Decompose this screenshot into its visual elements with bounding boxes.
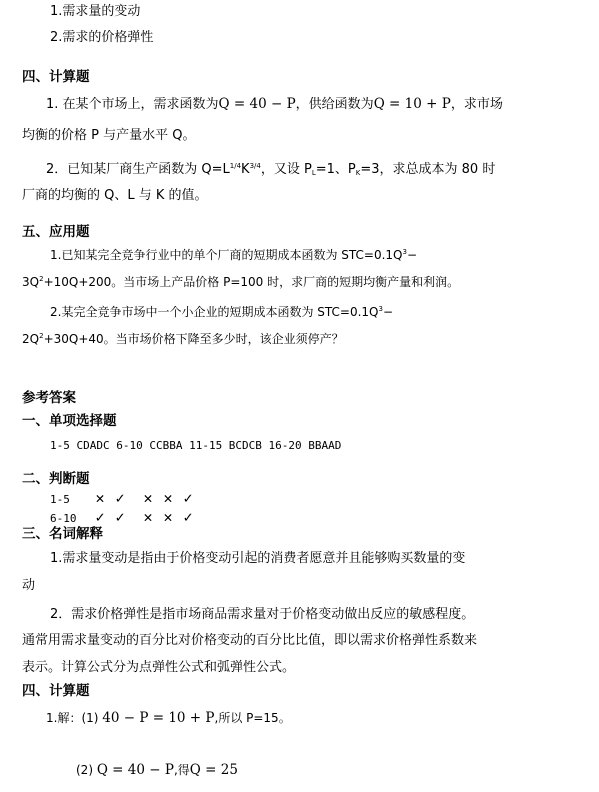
question-4-2-line-2: 厂商的均衡的 Q、L 与 K 的值。 [22, 188, 208, 203]
judge-row-2-marks [90, 508, 198, 526]
a1-suffix: ,所以 P=15。 [214, 711, 291, 725]
a1-prefix: 1.解：(1) [46, 711, 99, 725]
cross-icon: ✕ [143, 489, 153, 507]
q42-sub-l: L [311, 169, 316, 177]
q51-line2-a: 3Q [22, 275, 40, 289]
answers-heading-judge: 二、判断题 [22, 471, 90, 487]
q42-sub-k: K [355, 169, 361, 177]
q42-suffix: =3，求总成本为 80 时 [360, 162, 496, 177]
terms-p2-line-1: 2．需求价格弹性是指市场商品需求量对于价格变动做出反应的敏感程度。 [50, 607, 475, 622]
question-5-1-line-2 [22, 276, 459, 288]
cross-icon: ✕ [143, 508, 153, 526]
a2-mid: ,得 [173, 763, 190, 777]
list-item-2: 2.需求的价格弹性 [50, 30, 154, 45]
q52-exp: 3 [378, 305, 383, 313]
terms-p1-line-1: 1.需求量变动是指由于价格变动引起的消费者愿意并且能够购买数量的变 [50, 551, 466, 566]
check-icon: ✓ [95, 508, 105, 526]
q52-line1-end: − [382, 305, 394, 319]
question-5-1-line-1 [50, 249, 417, 261]
cross-icon: ✕ [163, 508, 173, 526]
question-4-1-line-2: 均衡的价格 P 与产量水平 Q。 [22, 128, 196, 143]
answers-title: 参考答案 [22, 390, 76, 406]
q51-line2-b: +10Q+200。当市场上产品价格 P=100 时，求厂商的短期均衡产量和利润。 [43, 275, 460, 289]
q51-exp2: 2 [39, 275, 44, 283]
q52-line2-b: +30Q+40。当市场价格下降至多少时，该企业须停产？ [43, 332, 344, 346]
cross-icon: ✕ [95, 489, 105, 507]
judge-row-1-marks [90, 489, 198, 507]
list-item-1: 1.需求量的变动 [50, 4, 141, 19]
supply-equation: Q = 10 + P [373, 96, 451, 112]
question-5-2-line-1 [50, 306, 393, 318]
a2-equation: Q = 40 − P [96, 762, 174, 778]
cross-icon: ✕ [163, 489, 173, 507]
q42-mid2: =1、P [315, 162, 356, 177]
q42-k: K [241, 162, 250, 177]
q42-prefix: 2．已知某厂商生产函数为 Q=L [46, 162, 230, 177]
check-icon: ✓ [183, 508, 193, 526]
terms-p2-line-3: 表示。计算公式分为点弹性公式和弧弹性公式。 [22, 660, 296, 675]
answers-heading-choice: 一、单项选择题 [22, 413, 117, 429]
check-icon: ✓ [183, 489, 193, 507]
demand-equation: Q = 40 − P [218, 96, 296, 112]
q51-exp: 3 [402, 248, 407, 256]
answers-choice-line: 1-5 CDADC 6-10 CCBBA 11-15 BCDCB 16-20 BBAAD [50, 439, 342, 452]
q51-line1-end: − [406, 248, 418, 262]
judge-row-2 [50, 510, 198, 525]
q42-exp1: 1/4 [229, 162, 242, 170]
q42-mid: ，又设 P [260, 162, 312, 177]
a2-prefix: (2) [76, 763, 93, 777]
question-5-2-line-2 [22, 333, 344, 345]
q42-exp2: 3/4 [249, 162, 261, 170]
judge-row-1 [50, 491, 198, 506]
judge-row-2-label: 6-10 [50, 512, 77, 525]
check-icon: ✓ [115, 489, 125, 507]
question-4-2-line-1 [46, 163, 495, 176]
judge-row-1-label: 1-5 [50, 493, 70, 506]
terms-p2-line-2: 通常用需求量变动的百分比对价格变动的百分比比值，即以需求价格弹性系数来 [22, 633, 478, 648]
terms-p1-line-2: 动 [22, 578, 36, 593]
section-heading-calc: 四、计算题 [22, 69, 90, 85]
q41-prefix: 1. 在某个市场上，需求函数为 [46, 97, 219, 112]
section-heading-application: 五、应用题 [22, 224, 90, 240]
q41-suffix: ，求市场 [450, 97, 503, 112]
q51-line1: 1.已知某完全竞争行业中的单个厂商的短期成本函数为 STC=0.1Q [50, 248, 403, 262]
question-4-1-line-1 [46, 98, 503, 112]
answer-calc-2 [76, 764, 238, 778]
a2-equation-2: Q = 25 [189, 762, 238, 778]
answer-calc-1 [46, 712, 291, 726]
answers-heading-terms: 三、名词解释 [22, 526, 103, 542]
q52-line1: 2.某完全竞争市场中一个小企业的短期成本函数为 STC=0.1Q [50, 305, 379, 319]
q52-exp2: 2 [39, 332, 44, 340]
q41-mid: ，供给函数为 [295, 97, 374, 112]
q52-line2-a: 2Q [22, 332, 40, 346]
answers-heading-calc: 四、计算题 [22, 683, 90, 699]
check-icon: ✓ [115, 508, 125, 526]
a1-equation: 40 − P = 10 + P [102, 710, 215, 726]
